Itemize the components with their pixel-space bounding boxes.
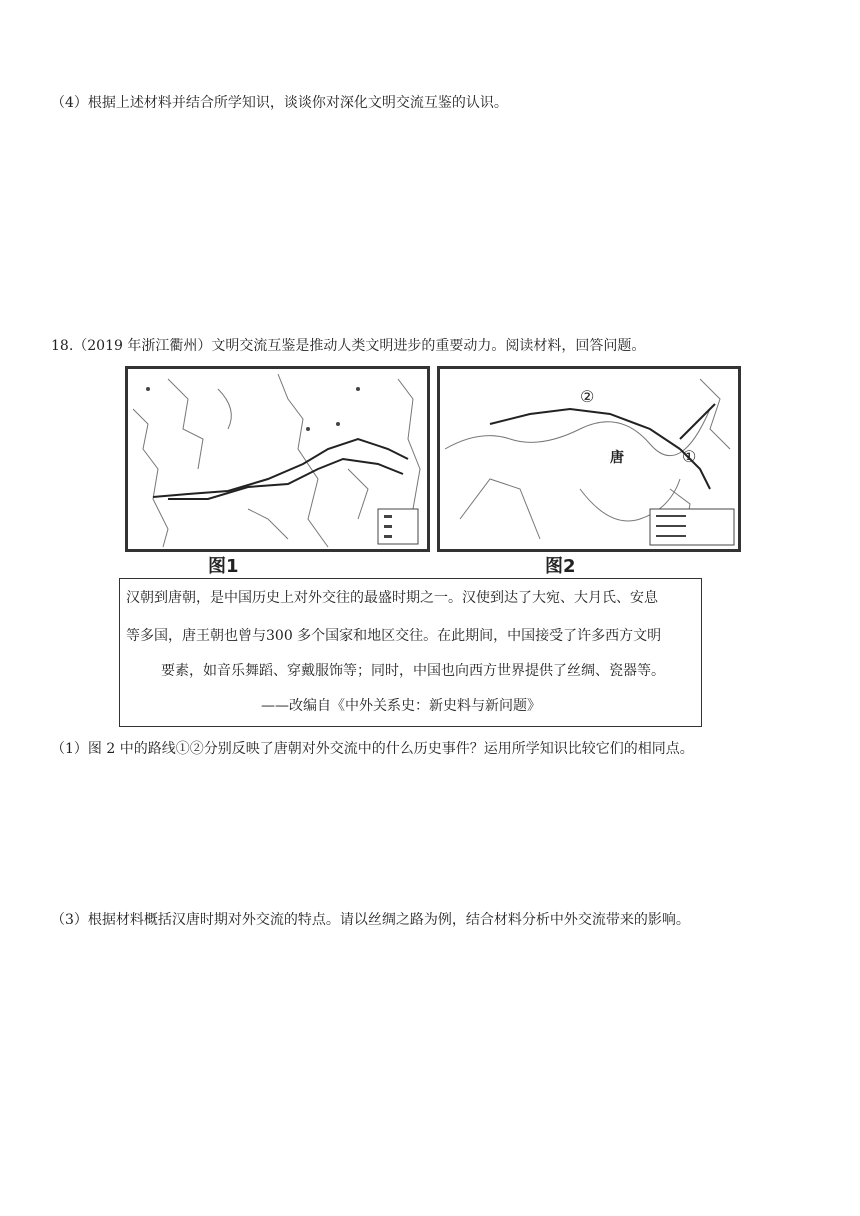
figure-2-marker-2: ② (580, 387, 595, 406)
question-1-text: （1）图 2 中的路线①②分别反映了唐朝对外交流中的什么历史事件？运用所学知识比较它们的相同点。 (51, 741, 694, 757)
material-line-2: 等多国，唐王朝也曾与300 多个国家和地区交往。在此期间，中国接受了许多西方文明 (126, 628, 662, 644)
figure-2-marker-1: ① (682, 447, 697, 466)
question-4-text: （4）根据上述材料并结合所学知识，谈谈你对深化文明交流互鉴的认识。 (51, 95, 508, 111)
figure-1-caption: 图1 (208, 556, 239, 577)
material-source: ——改编自《中外关系史：新史料与新问题》 (261, 698, 541, 714)
material-line-3: 要素，如音乐舞蹈、穿戴服饰等；同时，中国也向西方世界提供了丝绸、瓷器等。 (161, 663, 665, 679)
material-box (119, 578, 702, 727)
figure-2-map (437, 366, 741, 552)
question-3-text: （3）根据材料概括汉唐时期对外交流的特点。请以丝绸之路为例，结合材料分析中外交流带来的影响。 (51, 912, 690, 928)
figure-1-map (125, 366, 430, 552)
question-18-header: 18.（2019 年浙江衢州）文明交流互鉴是推动人类文明进步的重要动力。阅读材料，回答问题。 (51, 338, 646, 354)
figure-2-caption: 图2 (545, 556, 576, 577)
figure-1-map-drawing (128, 369, 427, 549)
figure-2-label-tang: 唐 (610, 450, 624, 466)
material-line-1: 汉朝到唐朝，是中国历史上对外交往的最盛时期之一。汉使到达了大宛、大月氏、安息 (126, 590, 658, 606)
